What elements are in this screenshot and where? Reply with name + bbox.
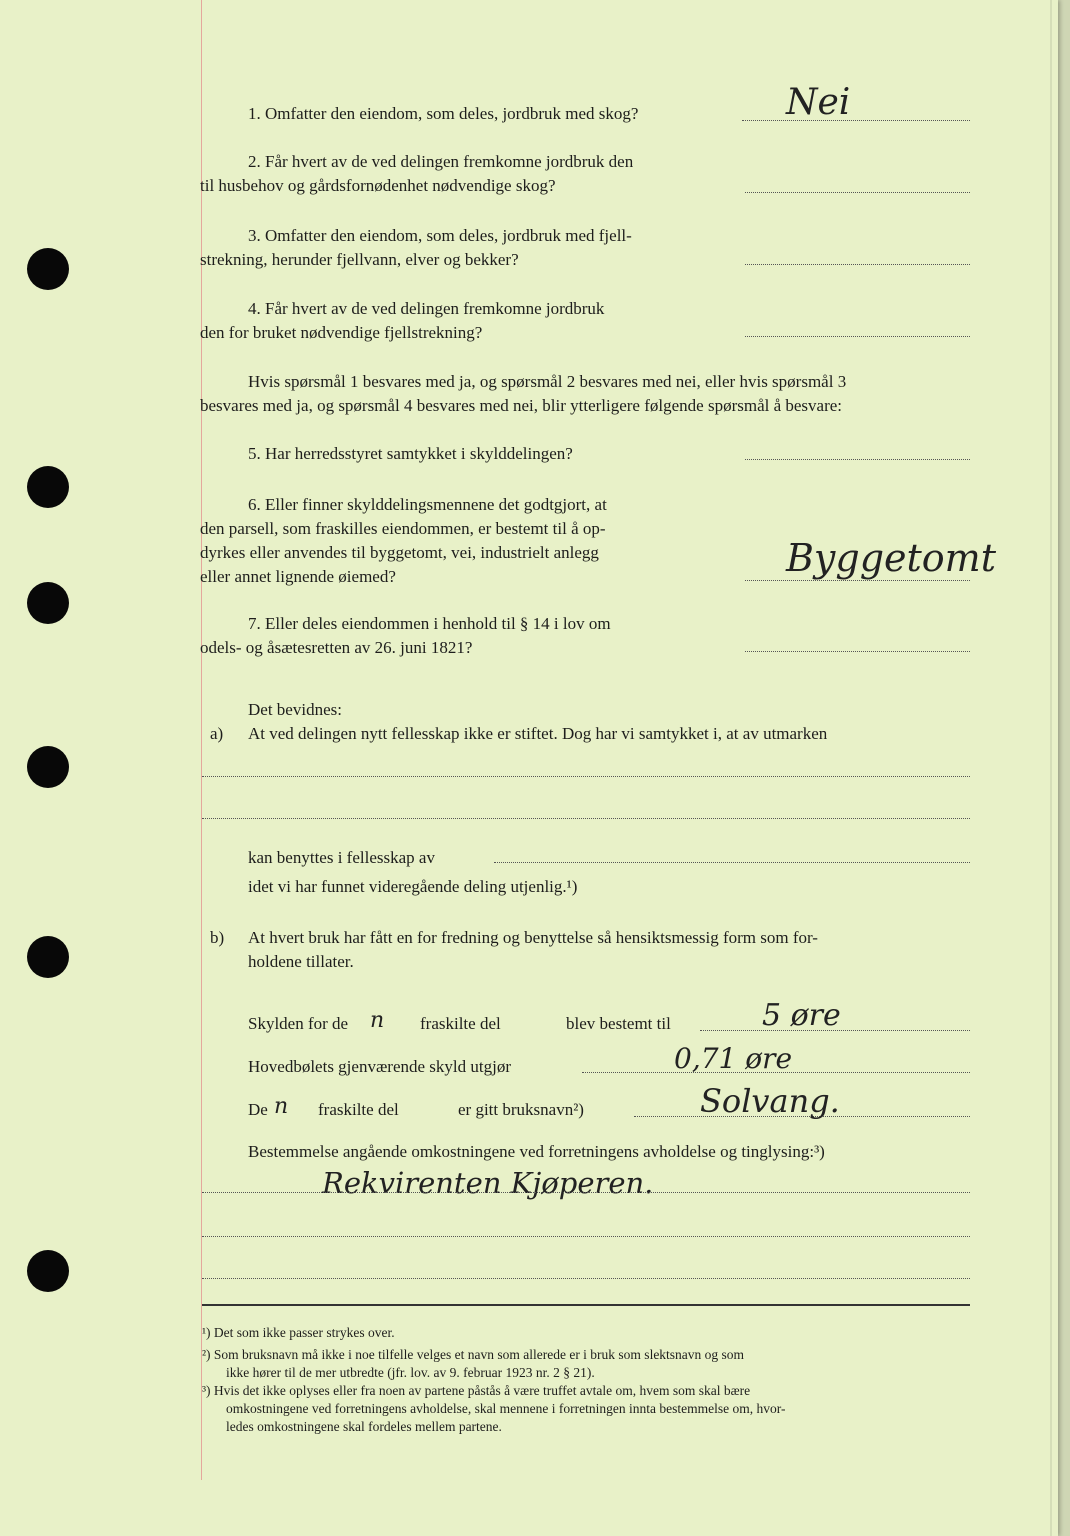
punch-hole bbox=[27, 582, 69, 624]
attest-heading: Det bevidnes: bbox=[248, 700, 342, 719]
punch-hole bbox=[27, 936, 69, 978]
costs-label: Bestemmelse angående omkostningene ved forretningens avholdelse og tinglysing:³) bbox=[248, 1142, 825, 1161]
skyld-label-end: blev bestemt til bbox=[566, 1014, 671, 1033]
question-4-line-2: den for bruket nødvendige fjellstrekning? bbox=[200, 323, 483, 342]
punch-hole bbox=[27, 248, 69, 290]
condition-line-2: besvares med ja, og spørsmål 4 besvares med nei, blir ytterligere følgende spørsmål å besvare: bbox=[200, 396, 843, 415]
attest-b-marker: b) bbox=[210, 928, 225, 947]
answer-6-handwriting: Byggetomt bbox=[786, 536, 996, 580]
skyld-label-mid: fraskilte del bbox=[420, 1014, 501, 1033]
attest-a-reason: idet vi har funnet videregående deling utjenlig.¹) bbox=[248, 877, 578, 896]
blank-line bbox=[202, 818, 970, 819]
attest-b-text-2: holdene tillater. bbox=[248, 952, 354, 971]
blank-line bbox=[202, 1236, 970, 1237]
margin-line bbox=[201, 0, 202, 1480]
blank-line bbox=[202, 1192, 970, 1193]
name-label-start: De bbox=[248, 1100, 268, 1119]
answer-line-6 bbox=[745, 580, 970, 581]
answer-line-7 bbox=[745, 651, 970, 652]
footnote-1: ¹) Det som ikke passer strykes over. bbox=[202, 1325, 395, 1340]
footnote-3-line-1: ³) Hvis det ikke oplyses eller fra noen av partene påstås å være truffet avtale om, hvem som skal bære bbox=[202, 1383, 751, 1398]
skyld-handwritten-n: n bbox=[370, 1008, 385, 1033]
question-4-line-1: 4. Får hvert av de ved delingen fremkomne jordbruk bbox=[248, 299, 605, 318]
attest-a-use: kan benyttes i fellesskap av bbox=[248, 848, 435, 867]
attest-a-marker: a) bbox=[210, 724, 224, 743]
question-7-line-2: odels- og åsætesretten av 26. juni 1821? bbox=[200, 638, 473, 657]
footnote-2-line-2: ikke hører til de mer utbredte (jfr. lov. av 9. februar 1923 nr. 2 § 21). bbox=[226, 1365, 595, 1380]
page-fold bbox=[1050, 0, 1052, 1536]
skyld-value-handwriting: 5 øre bbox=[762, 998, 841, 1033]
answer-1-handwriting: Nei bbox=[786, 82, 851, 123]
question-6-line-4: eller annet lignende øiemed? bbox=[200, 567, 396, 586]
punch-hole bbox=[27, 746, 69, 788]
question-1: 1. Omfatter den eiendom, som deles, jordbruk med skog? bbox=[248, 104, 639, 123]
answer-line-1 bbox=[742, 120, 970, 121]
question-2-line-1: 2. Får hvert av de ved delingen fremkomne jordbruk den bbox=[248, 152, 634, 171]
footnote-separator bbox=[202, 1304, 970, 1306]
question-3-line-2: strekning, herunder fjellvann, elver og bekker? bbox=[200, 250, 519, 269]
attest-a-text: At ved delingen nytt fellesskap ikke er stiftet. Dog har vi samtykket i, at av utmarken bbox=[248, 724, 828, 743]
question-3-line-1: 3. Omfatter den eiendom, som deles, jordbruk med fjell- bbox=[248, 226, 632, 245]
attest-b-text-1: At hvert bruk har fått en for fredning og benyttelse så hensiktsmessig form som for- bbox=[248, 928, 818, 947]
punch-hole bbox=[27, 466, 69, 508]
condition-line-1: Hvis spørsmål 1 besvares med ja, og spørsmål 2 besvares med nei, eller hvis spørsmål 3 bbox=[248, 372, 847, 391]
name-value-handwriting: Solvang. bbox=[700, 1082, 840, 1120]
answer-line-5 bbox=[745, 459, 970, 460]
question-5: 5. Har herredsstyret samtykket i skylddelingen? bbox=[248, 444, 573, 463]
blank-line bbox=[494, 862, 970, 863]
question-2-line-2: til husbehov og gårdsfornødenhet nødvendige skog? bbox=[200, 176, 556, 195]
question-6-line-3: dyrkes eller anvendes til byggetomt, vei, industrielt anlegg bbox=[200, 543, 599, 562]
hoved-label: Hovedbølets gjenværende skyld utgjør bbox=[248, 1057, 511, 1076]
answer-line-3 bbox=[745, 264, 970, 265]
question-7-line-1: 7. Eller deles eiendommen i henhold til § 14 i lov om bbox=[248, 614, 611, 633]
punch-hole bbox=[27, 1250, 69, 1292]
costs-value-handwriting: Rekvirenten Kjøperen. bbox=[322, 1166, 654, 1200]
question-6-line-2: den parsell, som fraskilles eiendommen, er bestemt til å op- bbox=[200, 519, 606, 538]
footnote-2-line-1: ²) Som bruksnavn må ikke i noe tilfelle velges et navn som allerede er i bruk som slektsnavn og som bbox=[202, 1347, 745, 1362]
name-label-end: er gitt bruksnavn²) bbox=[458, 1100, 584, 1119]
name-handwritten-n: n bbox=[274, 1094, 289, 1119]
footnote-3-line-3: ledes omkostningene skal fordeles mellem partene. bbox=[226, 1419, 502, 1434]
blank-line bbox=[202, 776, 970, 777]
blank-line bbox=[202, 1278, 970, 1279]
name-label-mid: fraskilte del bbox=[318, 1100, 399, 1119]
skyld-label-start: Skylden for de bbox=[248, 1014, 349, 1033]
answer-line-2 bbox=[745, 192, 970, 193]
footnote-3-line-2: omkostningene ved forretningens avholdelse, skal mennene i forretningen innta bestemmelse om, hvor- bbox=[226, 1401, 786, 1416]
question-6-line-1: 6. Eller finner skylddelingsmennene det godtgjort, at bbox=[248, 495, 607, 514]
hoved-value-handwriting: 0,71 øre bbox=[674, 1042, 793, 1075]
answer-line-4 bbox=[745, 336, 970, 337]
